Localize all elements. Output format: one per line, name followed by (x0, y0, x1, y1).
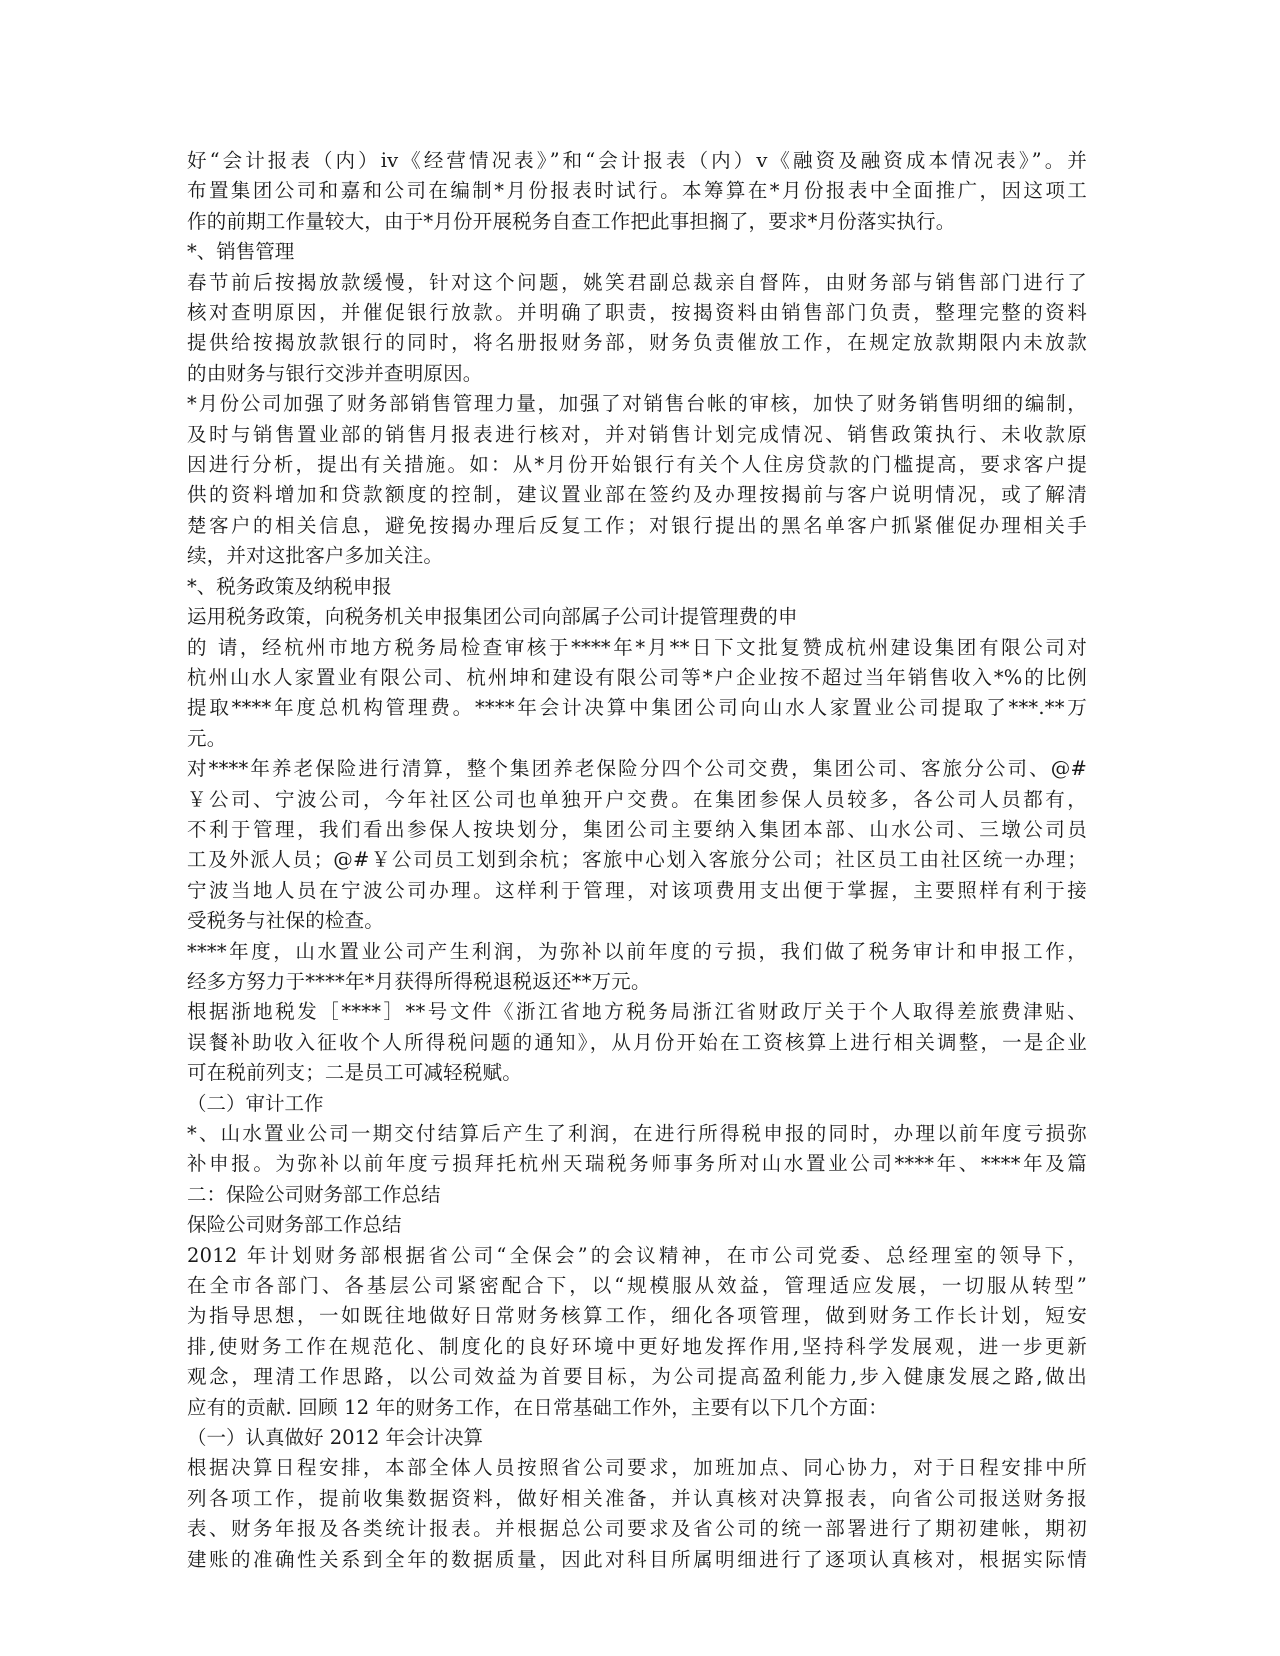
section-heading: （二）审计工作 (187, 1091, 324, 1115)
paragraph-line: 对****年养老保险进行清算，整个集团养老保险分四个公司交费，集团公司、客旅分公司、@# (187, 757, 1087, 781)
paragraph-line: 杭州山水人家置业有限公司、杭州坤和建设有限公司等*户企业按不超过当年销售收入*%的比例 (187, 665, 1087, 689)
paragraph-line: *、山水置业公司一期交付结算后产生了利润，在进行所得税申报的同时，办理以前年度亏损弥 (187, 1122, 1087, 1145)
paragraph-line: 可在税前列支；二是员工可减轻税赋。 (187, 1061, 522, 1085)
paragraph-line: 提取****年度总机构管理费。****年会计决算中集团公司向山水人家置业公司提取了***.**万 (187, 696, 1087, 720)
paragraph-line: 提供给按揭放款银行的同时，将名册报财务部，财务负责催放工作，在规定放款期限内未放款 (187, 331, 1087, 355)
paragraph-line: 排,使财务工作在规范化、制度化的良好环境中更好地发挥作用,坚持科学发展观，进一步更新 (187, 1334, 1087, 1358)
section-heading: 二：保险公司财务部工作总结 (187, 1182, 441, 1206)
paragraph-line: 观念，理清工作思路，以公司效益为首要目标，为公司提高盈利能力,步入健康发展之路,做出 (187, 1365, 1087, 1389)
paragraph-line: 布置集团公司和嘉和公司在编制*月份报表时试行。本筹算在*月份报表中全面推广，因这项工 (187, 179, 1087, 203)
paragraph-line: 元。 (187, 726, 227, 750)
paragraph-line: 好“会计报表（内）iv《经营情况表》”和“会计报表（内）v《融资及融资成本情况表》”。并 (187, 149, 1087, 172)
paragraph-line: 楚客户的相关信息，避免按揭办理后反复工作；对银行提出的黑名单客户抓紧催促办理相关手 (187, 513, 1087, 537)
paragraph-line: 在全市各部门、各基层公司紧密配合下，以“规模服从效益，管理适应发展，一切服从转型” (187, 1274, 1087, 1298)
section-heading: *、税务政策及纳税申报 (187, 574, 392, 598)
paragraph-line: ****年度，山水置业公司产生利润，为弥补以前年度的亏损，我们做了税务审计和申报工作， (187, 939, 1087, 963)
paragraph-line: 及时与销售置业部的销售月报表进行核对，并对销售计划完成情况、销售政策执行、未收款原 (187, 422, 1087, 446)
paragraph-line: 因进行分析，提出有关措施。如：从*月份开始银行有关个人住房贷款的门槛提高，要求客户提 (187, 453, 1087, 477)
paragraph-line: *月份公司加强了财务部销售管理力量，加强了对销售台帐的审核，加快了财务销售明细的编制， (187, 392, 1087, 416)
section-heading: （一）认真做好 2012 年会计决算 (187, 1426, 484, 1450)
section-heading: *、销售管理 (187, 240, 295, 264)
paragraph-line: ￥公司、宁波公司，今年社区公司也单独开户交费。在集团参保人员较多，各公司人员都有， (187, 787, 1087, 811)
paragraph-line: 春节前后按揭放款缓慢，针对这个问题，姚笑君副总裁亲自督阵，由财务部与销售部门进行了 (187, 270, 1087, 294)
paragraph-line: 续，并对这批客户多加关注。 (187, 544, 444, 568)
paragraph-line: 误餐补助收入征收个人所得税问题的通知》，从月份开始在工资核算上进行相关调整，一是企业 (187, 1030, 1087, 1054)
paragraph-line: 不利于管理，我们看出参保人按块划分，集团公司主要纳入集团本部、山水公司、三墩公司员 (187, 817, 1087, 841)
paragraph-line: 表、财务年报及各类统计报表。并根据总公司要求及省公司的统一部署进行了期初建帐，期初 (187, 1517, 1087, 1541)
paragraph-line: 工及外派人员；@#￥公司员工划到余杭；客旅中心划入客旅分公司；社区员工由社区统一办理； (187, 848, 1087, 872)
section-heading: 保险公司财务部工作总结 (187, 1213, 402, 1237)
paragraph-line: 宁波当地人员在宁波公司办理。这样利于管理，对该项费用支出便于掌握，主要照样有利于接 (187, 878, 1087, 902)
paragraph-line: 为指导思想，一如既往地做好日常财务核算工作，细化各项管理，做到财务工作长计划，短安 (187, 1304, 1087, 1328)
document-body (187, 146, 1087, 1575)
paragraph-line: 根据浙地税发［****］**号文件《浙江省地方税务局浙江省财政厅关于个人取得差旅费津贴、 (187, 1000, 1087, 1024)
paragraph-line: 核对查明原因，并催促银行放款。并明确了职责，按揭资料由销售部门负责，整理完整的资料 (187, 301, 1087, 325)
paragraph-line: 应有的贡献. 回顾 12 年的财务工作，在日常基础工作外，主要有以下几个方面： (187, 1395, 888, 1419)
paragraph-line: 建账的准确性关系到全年的数据质量，因此对科目所属明细进行了逐项认真核对，根据实际情 (187, 1547, 1087, 1571)
paragraph-line: 经多方努力于****年*月获得所得税退税返还**万元。 (187, 969, 651, 993)
paragraph-line: 列各项工作，提前收集数据资料，做好相关准备，并认真核对决算报表，向省公司报送财务报 (187, 1486, 1087, 1510)
paragraph-line: 的由财务与银行交涉并查明原因。 (187, 361, 483, 385)
paragraph-line: 2012 年计划财务部根据省公司“全保会”的会议精神，在市公司党委、总经理室的领导下， (187, 1243, 1087, 1267)
paragraph-line: 补申报。为弥补以前年度亏损拜托杭州天瑞税务师事务所对山水置业公司****年、****年及篇 (187, 1152, 1087, 1176)
paragraph-line: 受税务与社保的检查。 (187, 909, 385, 933)
paragraph-line: 根据决算日程安排，本部全体人员按照省公司要求，加班加点、同心协力，对于日程安排中所 (187, 1456, 1087, 1480)
paragraph-line: 作的前期工作量较大，由于*月份开展税务自查工作把此事担搁了，要求*月份落实执行。 (187, 209, 956, 233)
paragraph-line: 供的资料增加和贷款额度的控制，建议置业部在签约及办理按揭前与客户说明情况，或了解清 (187, 483, 1087, 507)
paragraph-line: 运用税务政策，向税务机关申报集团公司向部属子公司计提管理费的申 (187, 605, 798, 629)
paragraph-line: 的 请，经杭州市地方税务局检查审核于****年*月**日下文批复赞成杭州建设集团有限公司对 (187, 635, 1087, 659)
